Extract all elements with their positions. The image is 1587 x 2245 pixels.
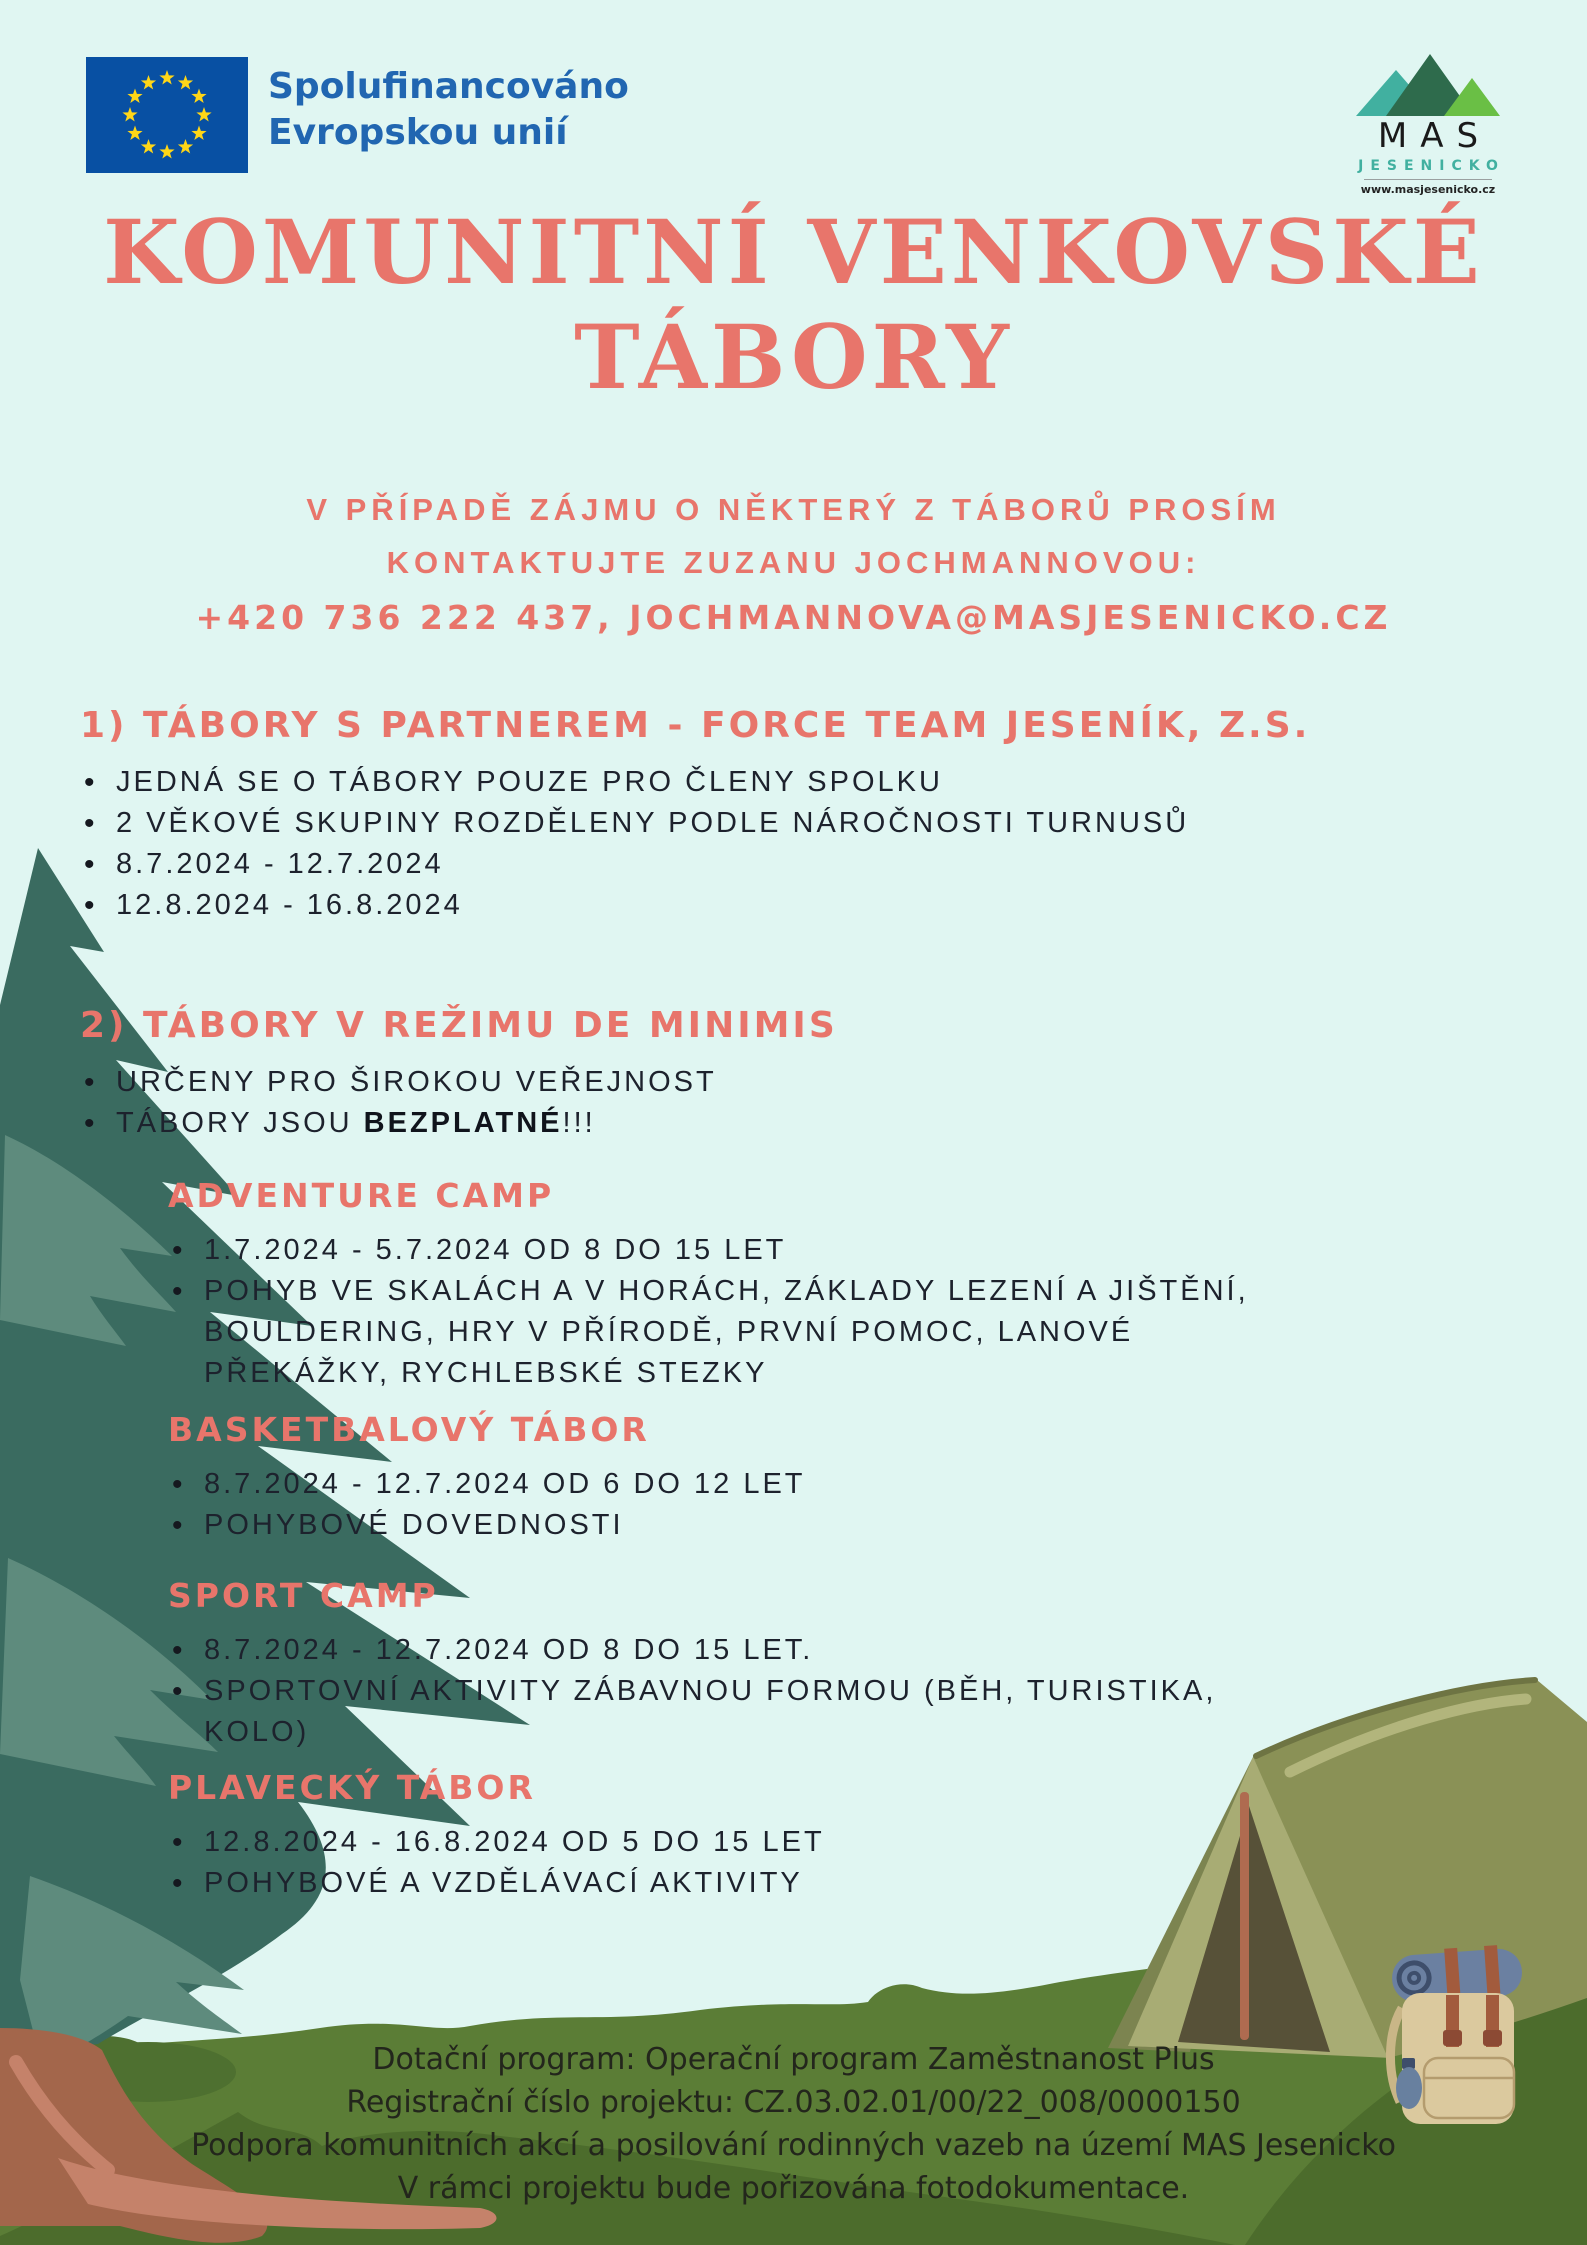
camp-sport-list <box>168 1630 1288 1753</box>
contact-line2: KONTAKTUJTE ZUZANU JOCHMANNOVOU: <box>386 545 1201 580</box>
camp-swimming-heading: PLAVECKÝ TÁBOR <box>168 1768 536 1807</box>
footer-photo-line: V rámci projektu bude pořizována fotodokumentace. <box>397 2171 1190 2206</box>
list-item: • 8.7.2024 - 12.7.2024 <box>80 844 1540 885</box>
list-item <box>80 1103 1540 1144</box>
list-item: • URČENY PRO ŠIROKOU VEŘEJNOST <box>80 1062 1540 1103</box>
free-camps-suffix: !!! <box>562 1107 596 1139</box>
mas-region: JESENICKO <box>1358 158 1505 174</box>
eu-cofunded-line1: Spolufinancováno <box>268 66 629 107</box>
camp-adventure-list <box>168 1230 1288 1394</box>
list-item: • 12.8.2024 - 16.8.2024 <box>80 885 1540 926</box>
footer-registration-line: Registrační číslo projektu: CZ.03.02.01/00/22_008/0000150 <box>346 2085 1241 2120</box>
mas-jesenicko-logo <box>1340 48 1516 196</box>
eu-cofunded-line2: Evropskou unií <box>268 112 568 153</box>
section2-bullet-list <box>80 1062 1540 1144</box>
camp-swimming <box>168 1768 1368 1904</box>
mas-website-url: www.masjesenicko.cz <box>1360 183 1496 196</box>
list-item: • 8.7.2024 - 12.7.2024 OD 6 DO 12 LET <box>168 1464 1368 1505</box>
camp-basketball-list <box>168 1464 1368 1546</box>
page-title <box>0 200 1587 410</box>
camp-adventure-heading: ADVENTURE CAMP <box>168 1176 555 1215</box>
list-item: • 8.7.2024 - 12.7.2024 OD 8 DO 15 LET. <box>168 1630 1288 1671</box>
free-camps-prefix: TÁBORY JSOU <box>116 1107 364 1139</box>
camp-basketball <box>168 1410 1368 1546</box>
eu-flag-icon <box>86 57 248 173</box>
section2-heading: 2) TÁBORY V REŽIMU DE MINIMIS <box>80 1005 838 1046</box>
footer-support-line: Podpora komunitních akcí a posilování rodinných vazeb na území MAS Jesenicko <box>191 2128 1396 2163</box>
list-item: • POHYBOVÉ DOVEDNOSTI <box>168 1505 1368 1546</box>
list-item: • JEDNÁ SE O TÁBORY POUZE PRO ČLENY SPOLKU <box>80 762 1540 803</box>
camp-basketball-heading: BASKETBALOVÝ TÁBOR <box>168 1410 650 1449</box>
title-line2: TÁBORY <box>574 305 1013 409</box>
list-item: • POHYB VE SKALÁCH A V HORÁCH, ZÁKLADY LEZENÍ A JIŠTĚNÍ, BOULDERING, HRY V PŘÍRODĚ, PRVNÍ POMOC, LANOVÉ PŘEKÁŽKY, RYCHLEBSKÉ STEZKY <box>168 1271 1288 1394</box>
camp-adventure <box>168 1176 1368 1394</box>
list-item: • SPORTOVNÍ AKTIVITY ZÁBAVNOU FORMOU (BĚH, TURISTIKA, KOLO) <box>168 1671 1288 1753</box>
list-item: • 1.7.2024 - 5.7.2024 OD 8 DO 15 LET <box>168 1230 1288 1271</box>
section1-heading: 1) TÁBORY S PARTNEREM - FORCE TEAM JESENÍK, Z.S. <box>80 705 1311 746</box>
contact-block <box>0 492 1587 637</box>
section1-bullet-list <box>80 762 1540 926</box>
footer-program-line: Dotační program: Operační program Zaměstnanost Plus <box>372 2042 1215 2077</box>
title-line1: KOMUNITNÍ VENKOVSKÉ <box>103 200 1484 304</box>
camp-swimming-list <box>168 1822 1368 1904</box>
camp-sport <box>168 1576 1368 1753</box>
eu-cofunded-label <box>268 64 629 156</box>
mas-name: MAS <box>1377 116 1492 156</box>
free-camps-highlight: BEZPLATNÉ <box>363 1107 563 1139</box>
section-partner-camps <box>80 704 1540 926</box>
section-de-minimis-camps <box>80 1004 1540 1144</box>
list-item: • 2 VĚKOVÉ SKUPINY ROZDĚLENY PODLE NÁROČNOSTI TURNUSŮ <box>80 803 1540 844</box>
camp-sport-heading: SPORT CAMP <box>168 1576 439 1615</box>
project-footer <box>0 2038 1587 2210</box>
mas-divider <box>1364 179 1492 180</box>
contact-phone-email: +420 736 222 437, JOCHMANNOVA@MASJESENICKO.CZ <box>195 598 1392 637</box>
list-item: • 12.8.2024 - 16.8.2024 OD 5 DO 15 LET <box>168 1822 1368 1863</box>
mas-mountains-icon <box>1348 48 1508 118</box>
contact-line1: V PŘÍPADĚ ZÁJMU O NĚKTERÝ Z TÁBORŮ PROSÍM <box>306 492 1281 527</box>
list-item: • POHYBOVÉ A VZDĚLÁVACÍ AKTIVITY <box>168 1863 1368 1904</box>
